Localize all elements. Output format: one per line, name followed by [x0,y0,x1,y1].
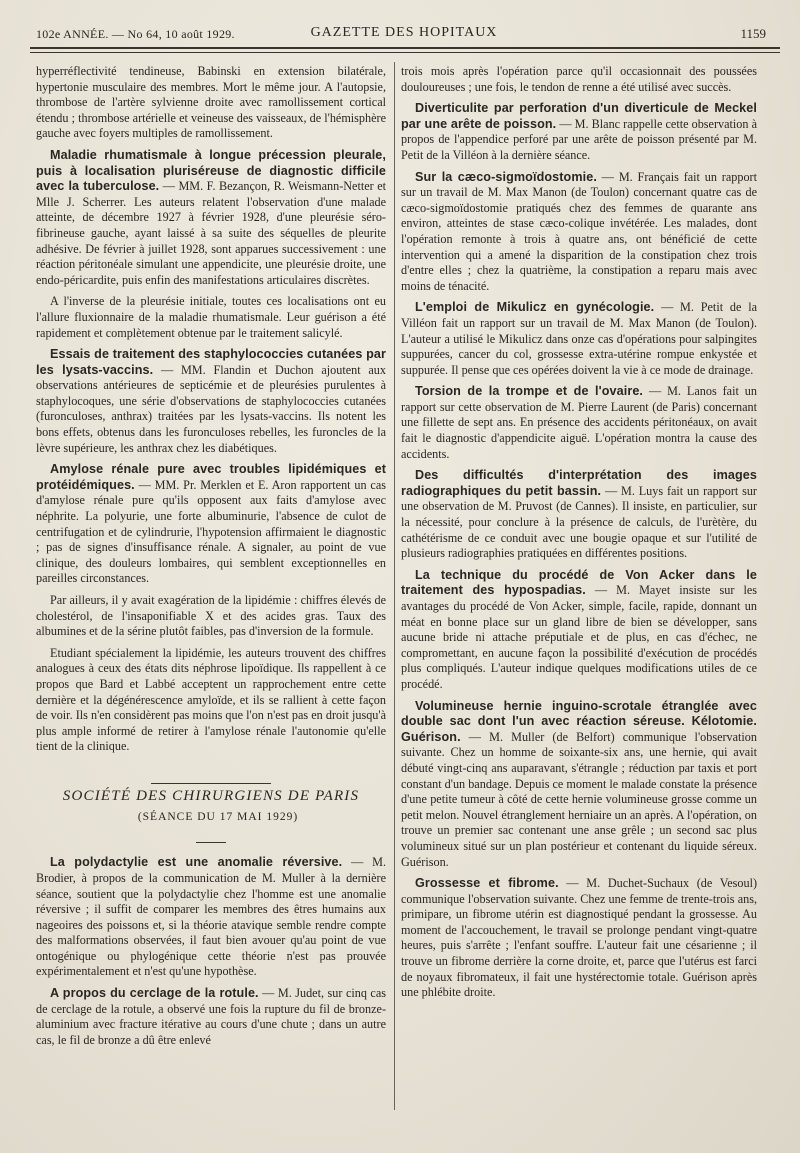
article-text: fait un rapport sur un travail de M. Max Manon (de Toulon). L'auteur a utilisé le Mikulicz dans onze cas d'opérations pour salpingites suppurées, cancer du col, grossesse extra-utérine rompue enkystée et suppurée. Il pense que ces opérées doivent la vie à ce mode de drainage. [401,315,757,377]
article-text: fait un rapport sur cette observation de M. Pierre Laurent (de Paris) concernant une fillette de sept ans. En présence des accidents péritonéaux, on avait fait le diagnostic d'appendicite aiguë. L'opération montra la cause des accidents. [401,384,757,461]
article-authors: — M. Duchet-Suchaux [558,876,690,891]
article-title: Diverticulite par perforation d'un diverticule de Meckel par une arête de poisson. [401,101,757,131]
article-authors: — M. Mayet [585,583,671,598]
article [401,300,757,378]
article-text: Les auteurs relatent l'observation d'une malade atteinte, de décembre 1927 à février 1928, d'une pleurésie séro-fibrineuse gauche, ayant laissé à sa suite des séquelles de pleurite adhésive. De février à juillet 1928, sont apparues successivement : une réaction péritonéale simulant une appendicite, une pleurésie droite, une endo-péricardite, puis enfin des manifestations articulaires discrètes. [36,194,386,287]
paragraph: Par ailleurs, il y avait exagération de la lipidémie : chiffres élevés de cholestérol, de l'insaponifiable X et des acides gras. Taux des albumines et de la sérine plutôt faibles, pas d'inversion de la formule. [36,593,386,639]
article-text: rapportent un cas d'amylose rénale pure qu'ils opposent aux faits d'amylose avec néphrite. La polyurie, une forte albuminurie, l'absence de culot de centrifugation et de cylindrurie, l'hypotension affirmaient le diagnostic ; pas de signes d'insuffisance rénale. A signaler, au point de vue clinique, des douleurs lombaires, qui semblent exceptionnelles en pareilles circonstances. [36,477,386,586]
article [401,699,757,871]
article-title: Essais de traitement des staphylococcies cutanées par les lysats-vaccins. [36,347,386,377]
article-text: à propos de la communication de M. Muller à la dernière séance, soutient que la polydactylie chez l'homme est une anomalie réversive ; il suffit de comparer les membres des êtres humains aux nageoires des poissons et, si la théorie atavique semble rendre compte des malformations observées, il faut bien avouer qu'au point de vue ontogénique ou phylogénique cette théorie n'est pas prouvée expérimentalement et n'est qu'une hypothèse. [36,870,386,979]
article-title: Volumineuse hernie inguino-scrotale étranglée avec double sac dont l'un avec réaction séreuse. Kélotomie. Guérison. [401,698,757,744]
header-rule [30,47,780,49]
article [401,101,757,163]
article-title: Grossesse et fibrome. [415,876,559,891]
article-authors: — M. Luys [601,483,664,498]
article-title: Des difficultés d'interprétation des images radiographiques du petit bassin. [401,468,757,498]
article-authors: — MM. Pr. Merklen et E. Aron [134,477,297,492]
article [401,468,757,562]
article-authors: — MM. F. Bezançon, R. Weismann-Netter et Mlle J. Scherrer. [36,179,386,209]
article-authors: — M. Blanc [556,116,621,131]
article-authors: — MM. Flandin et Duchon [153,362,314,377]
article-authors: — M. Judet, [258,986,325,1001]
short-rule [36,832,386,848]
column-divider [394,62,395,1110]
article-title: Sur la cæco-sigmoïdostomie. [415,169,597,184]
article-title: Maladie rhumatismale à longue précession pleurale, puis à localisation pluriséreuse de diagnostic difficile avec la tuberculose. [36,147,386,194]
article [36,462,386,587]
article-text: fait un rapport sur une observation de M. Pruvost (de Cannes). Il insiste, en particulier, sur la nécessité, pour conclure à la présence de calculs, de l'urètère, du cathétérisme de ce conduit avec une bougie opaque et sur l'utilité de plusieurs radiographies pratiquées en différentes positions. [401,483,757,561]
paragraph: Etudiant spécialement la lipidémie, les auteurs trouvent des chiffres analogues à ceux des états dits néphrose lipoïdique. Ils rappellent à ce propos que Bard et Labbé acceptent un rapprochement entre cette dernière et la dégénérescence amyloïde, et ils se rallient à cette façon de voir. Ils n'en considèrent pas moins que l'on n'est pas en droit jusqu'à plus ample informé de retirer à l'amylose rénale l'autonomie qu'elle tient de la clinique. [36,645,386,754]
article-text: sur cinq cas de cerclage de la rotule, a observé une fois la rupture du fil de bronze-aluminium avec fracture itérative au cours d'une chute ; dans un autre cas, le fil de bronze a dû être enlevé [36,986,386,1047]
page-number: 1159 [740,26,766,41]
article-text: insiste sur les avantages du procédé de Von Acker, simple, facile, rapide, donnant un méat en bonne place sur un gland libre de bien se développer, sans aucune bride ni attache préputiale et de plus, en cas d'échec, ne compromettant, en aucune façon la possibilité d'exécution de procédés plus compliqués. L'auteur indique quelques modifications utiles de ce procédé. [401,583,757,691]
article [401,568,757,693]
session-date: (SÉANCE DU 17 MAI 1929) [137,811,299,824]
article-text: ajoutent aux observations antérieures de septicémie et de pleurésies purulentes à staphylocoques, une série d'observations de staphylococcies cutanées (furonculoses, anthrax) traitées par les lysats-vaccins. Ils notent les bons effets, obtenus dans les furonculoses rebelles, les furoncles de la lèvre supérieure, les anthrax chez les diabétiques. [36,362,386,455]
article-text: fait un rapport sur un travail de M. Max Manon (de Toulon) concernant quatre cas de cæco-sigmoïdostomie pratiqués chez des femmes de quarante ans environ, atteintes de stase cæco-colique invétérée. Les malades, dont l'opération remonte à trois à quatre ans, ont bénéficié de cette intervention qui a amené la disparition de la constipation chez trois d'entre elles ; chez la quatrième, la constipation a reparu mais avec moins de ténacité. [401,169,757,293]
article-title: Amylose rénale pure avec troubles lipidémiques et protéidémiques. [36,462,386,492]
article [401,384,757,462]
article-authors: — M. Brodier, [36,855,386,885]
article [401,170,757,295]
article [401,876,757,1001]
paragraph: A l'inverse de la pleurésie initiale, toutes ces localisations ont eu l'allure fluxionnaire de la maladie rhumatismale. Leur guérison a été rapidement et complètement obtenue par le traitement salicylé. [36,294,386,340]
journal-title: GAZETTE DES HOPITAUX [310,25,498,40]
right-column [401,64,757,1007]
article-title: A propos du cerclage de la rotule. [50,986,259,1001]
article [36,148,386,288]
article-authors: — M. Muller [460,729,545,744]
issue-info: 102e ANNÉE. — No 64, 10 août 1929. [36,27,235,41]
article [36,347,386,456]
article-authors: — M. Lanos [643,384,717,399]
section-rule [36,773,386,789]
article-authors: — M. Petit de la Villéon [401,300,758,330]
article-title: Torsion de la trompe et de l'ovaire. [415,384,644,399]
article-text: (de Belfort) communique l'observation suivante. Chez un homme de soixante-six ans, une hernie, qui avait débuté vingt-cinq ans auparavant, s'étrangle ; réduction par taxis et port constant d'un bandage. Depuis ce moment le malade constate la présence d'une petite tumeur à côté de cette hernie volumineuse grosse comme un petit melon. Nouvel étranglement herniaire un an après. A l'opération, on trouve un premier sac contenant une anse grêle ; un second sac plus volumineux situé sur un plan postérieur et contenant du liquide séreux. Guérison. [401,729,757,869]
article-authors: — M. Français [596,169,679,184]
article-text: (de Vesoul) communique l'observation suivante. Chez une femme de trente-trois ans, primipare, un fibrome utérin est diagnostiqué pendant la grossesse. Au moment de l'accouchement, le travail se prolonge pendant vingt-quatre heures, puis s'arrête ; l'enfant souffre. L'auteur fait une césarienne ; il trouve un fibrome derrière la corne droite, et, parce que l'utérus est farci de noyaux fibromateux, il fait une hystérectomie totale. Guérison après une phlébite droite. [401,876,758,1000]
paragraph: trois mois après l'opération parce qu'il occasionnait des poussées douloureuses ; une fois, le tendon de renne a été utilisé avec succès. [401,64,757,94]
article-title: La polydactylie est une anomalie réversive. [50,855,343,870]
header-rule-thin [30,52,780,53]
article-title: L'emploi de Mikulicz en gynécologie. [415,300,655,315]
article [36,986,386,1048]
article-title: La technique du procédé de Von Acker dans le traitement des hypospadias. [401,567,757,598]
left-column [36,64,386,1054]
article [36,855,386,980]
society-heading: SOCIÉTÉ DES CHIRURGIENS DE PARIS [62,787,360,804]
page-header [30,24,778,46]
paragraph: hyperréflectivité tendineuse, Babinski en extension bilatérale, hypertonie musculaire des membres. Mort le même jour. A l'autopsie, thrombose de l'artère sylvienne droite avec ramollissement cortical étendu ; thrombose artérielle et veineuse des vaisseaux, de l'hémisphère gauche avec foyers multiples de ramollissement. [36,64,386,141]
article-text: rappelle cette observation à propos de l'appendice perforé par une arête de poisson présenté par M. Petit de la Villéon à la dernière séance. [401,116,757,162]
